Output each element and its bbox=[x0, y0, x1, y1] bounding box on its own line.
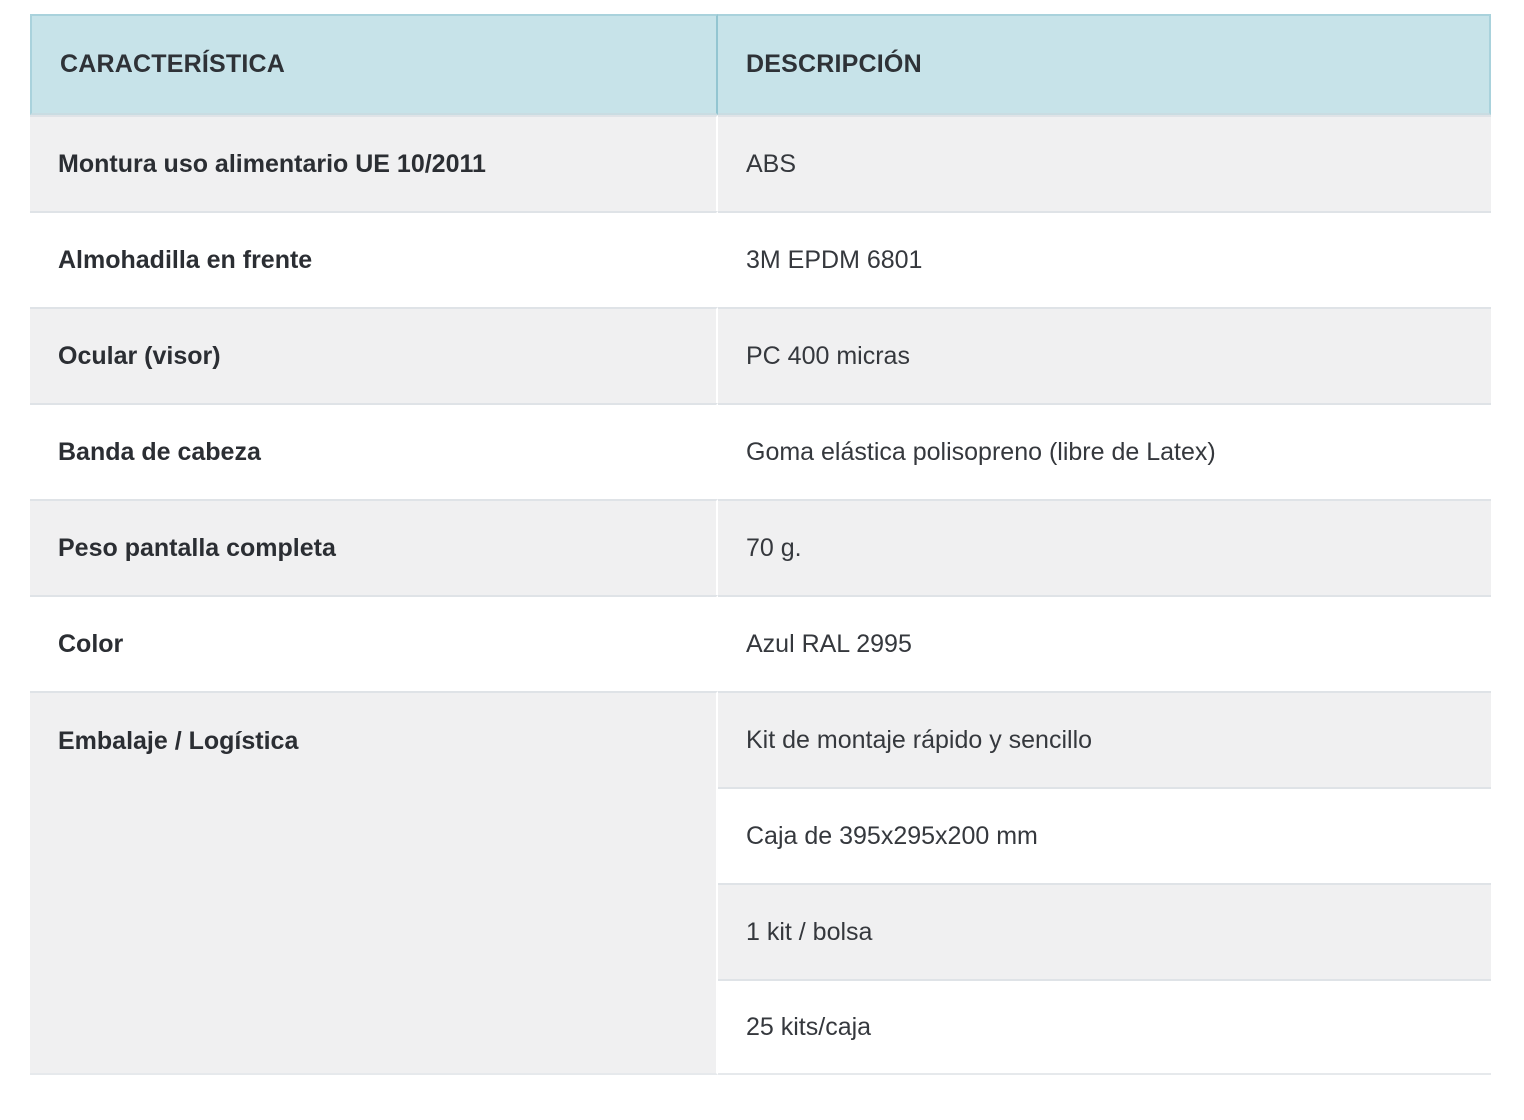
table-row bbox=[30, 403, 1491, 499]
header-row bbox=[30, 14, 1491, 115]
feature-cell: Peso pantalla completa bbox=[30, 499, 718, 595]
table-row bbox=[30, 115, 1491, 211]
spec-table bbox=[30, 14, 1491, 1075]
column-header-descripcion: DESCRIPCIÓN bbox=[718, 14, 1491, 115]
description-cell: 70 g. bbox=[718, 499, 1491, 595]
description-cell: Goma elástica polisopreno (libre de Latex) bbox=[718, 403, 1491, 499]
spec-table-header bbox=[30, 14, 1491, 115]
description-cell: 3M EPDM 6801 bbox=[718, 211, 1491, 307]
spec-table-body bbox=[30, 115, 1491, 1075]
table-row bbox=[30, 499, 1491, 595]
description-cell: 1 kit / bolsa bbox=[718, 883, 1491, 979]
feature-cell: Banda de cabeza bbox=[30, 403, 718, 499]
description-cell: Azul RAL 2995 bbox=[718, 595, 1491, 691]
table-row bbox=[30, 595, 1491, 691]
description-cell: ABS bbox=[718, 115, 1491, 211]
column-header-caracteristica: CARACTERÍSTICA bbox=[30, 14, 718, 115]
description-cell: Caja de 395x295x200 mm bbox=[718, 787, 1491, 883]
description-cell: 25 kits/caja bbox=[718, 979, 1491, 1075]
description-cell: PC 400 micras bbox=[718, 307, 1491, 403]
feature-cell: Ocular (visor) bbox=[30, 307, 718, 403]
description-cell: Kit de montaje rápido y sencillo bbox=[718, 691, 1491, 787]
feature-cell: Montura uso alimentario UE 10/2011 bbox=[30, 115, 718, 211]
feature-cell-embalaje: Embalaje / Logística bbox=[30, 691, 718, 1075]
table-row bbox=[30, 211, 1491, 307]
feature-cell: Almohadilla en frente bbox=[30, 211, 718, 307]
feature-cell: Color bbox=[30, 595, 718, 691]
table-row bbox=[30, 307, 1491, 403]
table-row bbox=[30, 691, 1491, 787]
